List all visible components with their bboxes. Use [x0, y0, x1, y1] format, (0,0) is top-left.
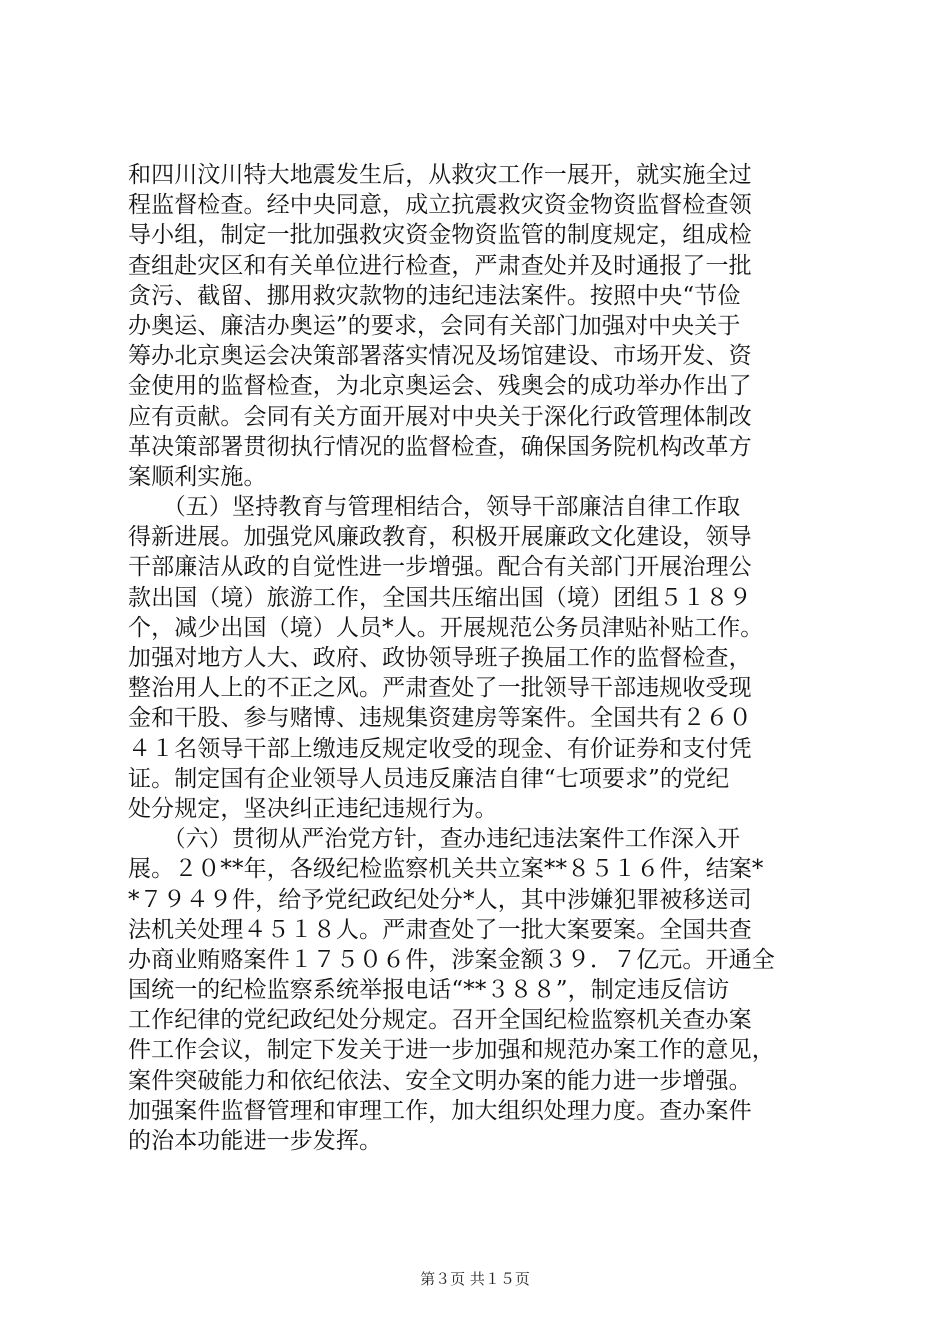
body-text-line: 革决策部署贯彻执行情况的监督检查，确保国务院机构改革方 — [128, 433, 752, 460]
body-text-line: 工作纪律的党纪政纪处分规定。召开全国纪检监察机关查办案 — [128, 1007, 752, 1034]
body-text-line: 和四川汶川特大地震发生后，从救灾工作一展开，就实施全过 — [128, 162, 752, 188]
body-text-line: 整治用人上的不正之风。严肃查处了一批领导干部违规收受现 — [128, 675, 752, 702]
body-text-line: 金使用的监督检查，为北京奥运会、残奥会的成功举办作出了 — [128, 373, 752, 400]
body-text-line: 办商业贿赂案件１７５０６件，涉案金额３９．７亿元。开通全 — [128, 946, 775, 973]
body-text-line: 导小组，制定一批加强救灾资金物资监管的制度规定，组成检 — [128, 222, 752, 249]
body-text-line: ４１名领导干部上缴违反规定收受的现金、有价证券和支付凭 — [128, 735, 752, 762]
body-text-line: 筹办北京奥运会决策部署落实情况及场馆建设、市场开发、资 — [128, 343, 752, 370]
body-text-line: 办奥运、廉洁办奥运”的要求，会同有关部门加强对中央关于 — [128, 312, 741, 339]
body-text-line: 加强对地方人大、政府、政协领导班子换届工作的监督检查， — [128, 645, 752, 671]
body-text-line: 展。２０**年，各级纪检监察机关共立案**８５１６件，结案* — [128, 856, 764, 883]
body-text-line: 金和干股、参与赌博、违规集资建房等案件。全国共有２６０ — [128, 705, 752, 732]
body-text-line: （五）坚持教育与管理相结合，领导干部廉洁自律工作取 — [128, 494, 741, 521]
body-text-line: 查组赴灾区和有关单位进行检查，严肃查处并及时通报了一批 — [128, 252, 752, 279]
body-text-line: 证。制定国有企业领导人员违反廉洁自律“七项要求”的党纪 — [128, 765, 730, 792]
body-text-line: 处分规定，坚决纠正违纪违规行为。 — [128, 795, 498, 822]
body-text-line: 贪污、截留、挪用救灾款物的违纪违法案件。按照中央“节俭 — [128, 282, 741, 309]
body-text-line: 案件突破能力和依纪依法、安全文明办案的能力进一步增强。 — [128, 1067, 752, 1094]
body-text-line: 款出国（境）旅游工作，全国共压缩出国（境）团组５１８９ — [128, 584, 752, 611]
body-text-line: 加强案件监督管理和审理工作，加大组织处理力度。查办案件 — [128, 1097, 752, 1124]
document-body — [128, 160, 833, 1156]
body-text-line: 件工作会议，制定下发关于进一步加强和规范办案工作的意见， — [128, 1037, 775, 1064]
body-text-line: 干部廉洁从政的自觉性进一步增强。配合有关部门开展治理公 — [128, 554, 752, 581]
body-text-line: 的治本功能进一步发挥。 — [128, 1128, 383, 1154]
body-text-line: 案顺利实施。 — [128, 463, 267, 490]
body-text-line: 应有贡献。会同有关方面开展对中央关于深化行政管理体制改 — [128, 403, 752, 430]
body-text-line: （六）贯彻从严治党方针，查办违纪违法案件工作深入开 — [128, 826, 741, 853]
body-text-line: 国统一的纪检监察系统举报电话“**３８８”，制定违反信访 — [128, 977, 730, 1004]
body-text-line: 个，减少出国（境）人员*人。开展规范公务员津贴补贴工作。 — [128, 614, 764, 641]
body-text-line: 程监督检查。经中央同意，成立抗震救灾资金物资监督检查领 — [128, 192, 752, 219]
body-text-line: *７９４９件，给予党纪政纪处分*人，其中涉嫌犯罪被移送司 — [128, 886, 752, 913]
page-footer: 第３页 共１５页 — [420, 1270, 530, 1288]
body-text-line: 得新进展。加强党风廉政教育，积极开展廉政文化建设，领导 — [128, 524, 752, 551]
body-text-line: 法机关处理４５１８人。严肃查处了一批大案要案。全国共查 — [128, 916, 752, 943]
